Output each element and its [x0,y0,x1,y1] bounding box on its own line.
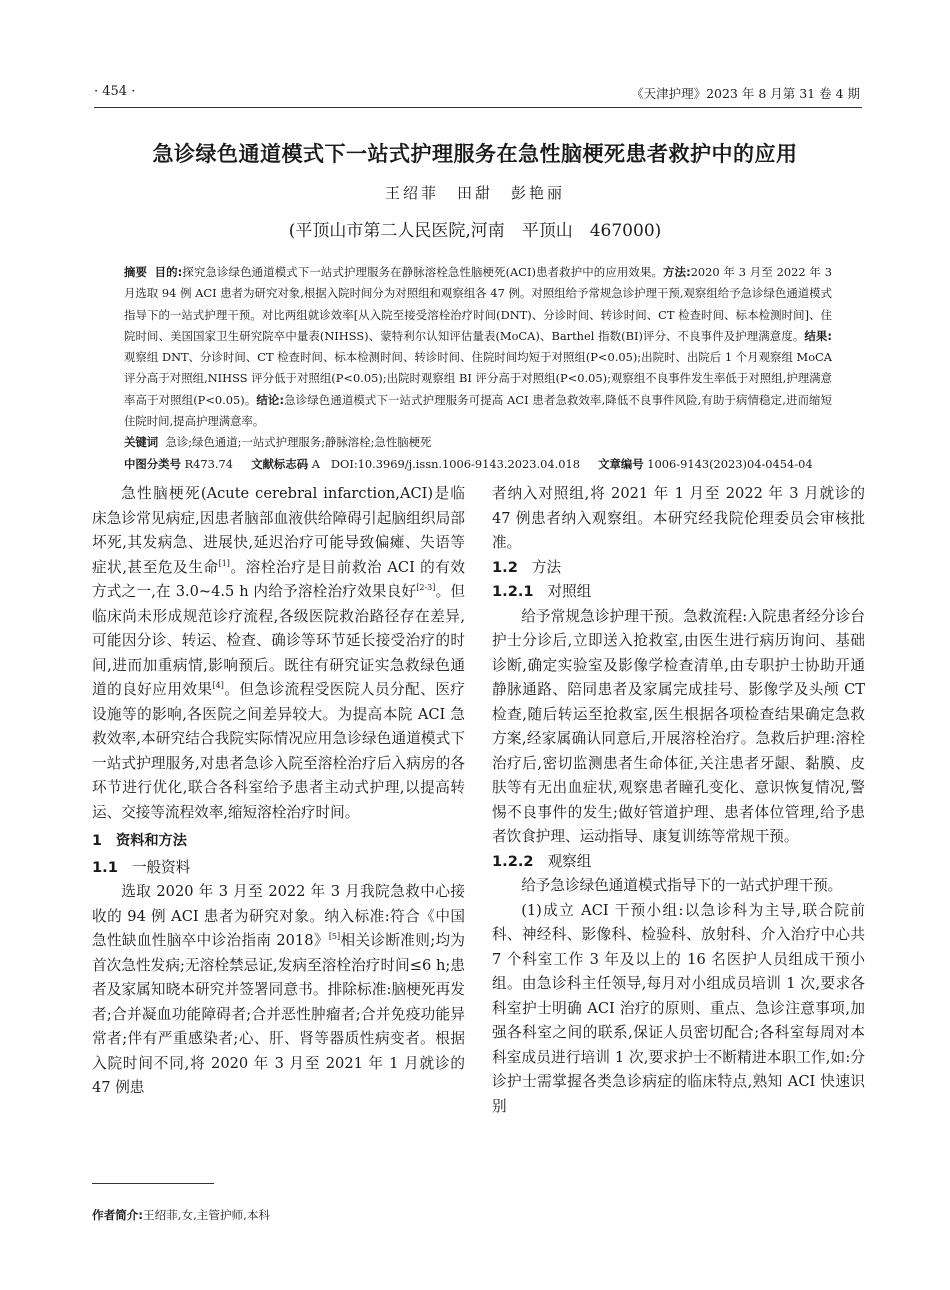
continued-paragraph: 者纳入对照组,将 2021 年 1 月至 2022 年 3 月就诊的 47 例患者纳入观察组。本研究经我院伦理委员会审核批准。 [492,485,865,551]
keywords-line [124,432,832,453]
abstract [124,262,832,475]
citation-ref: [2-3] [416,583,436,593]
section-heading: 1 资料和方法 [92,833,187,849]
classification-label: 中图分类号 [124,456,181,471]
subsection-heading [92,856,465,881]
classification-line [124,454,832,475]
subsection-title: 方法 [531,558,562,576]
citation-ref: [1] [218,558,230,568]
intro-paragraph [92,482,465,825]
doi: DOI:10.3969/j.issn.1006-9143.2023.04.018 [330,456,580,471]
subsubsection-number: 1.2.1 [492,583,534,600]
page-number: · 454 · [94,84,136,99]
article-no: 1006-9143(2023)04-0454-04 [647,456,813,471]
footnote-label: 作者简介: [92,1208,144,1222]
authors: 王绍菲 田甜 彭艳丽 [384,184,565,202]
classification-code: R473.74 [184,456,234,471]
general-paragraph [92,880,465,1101]
header-rule [94,107,862,108]
results-text: 观察组 DNT、分诊时间、CT 检查时间、标本检测时间、转诊时间、住院时间均短于对照组(P<0.05);出院时、出院后 1 个月观察组 MoCA 评分高于对照组,NIHSS 评分低于对照组(P<0.05);出院时观察组 BI 评分高于对照组(P<0.05);观察组不良事件发生率低于对照组,护理满意率高于对照组(P<0.05)。 [124,350,832,407]
article-title: 急诊绿色通道模式下一站式护理服务在急性脑梗死患者救护中的应用 [152,142,798,166]
control-paragraph: 给予常规急诊护理干预。急救流程:入院患者经分诊台护士分诊后,立即送入抢救室,由医生进行病历询问、基础诊断,确定实验室及影像学检查清单,由专职护士协助开通静脉通路、陪同患者及家属完成挂号、影像学及头颅 CT 检查,随后转运至抢救室,医生根据各项检查结果确定急救方案,经家属确认同意后,开展溶栓治疗。急救后护理:溶栓治疗后,密切监测患者生命体征,关注患者牙龈、黏膜、皮肤等有无出血症状,观察患者瞳孔变化、意识恢复情况,警惕不良事件的发生;做好管道护理、患者体位管理,给予患者饮食护理、运动指导、康复训练等常规干预。 [492,607,865,845]
doc-code: A [311,456,320,471]
intro-text-4: 。但急诊流程受医院人员分配、医疗设施等的影响,各医院之间差异较大。为提高本院 ACI 急救效率,本研究结合我院实际情况应用急诊绿色通道模式下一站式护理服务,对患者急诊入院至溶栓治疗后入病房的各环节进行优化,联合各科室给予患者主动式护理,以提高转运、交接等流程效率,缩短溶栓治疗时间。 [92,681,465,821]
journal-info: 《天津护理》2023 年 8 月第 31 卷 4 期 [631,86,860,101]
objective-label: 目的: [154,265,183,279]
methods-text: 2020 年 3 月至 2022 年 3 月选取 94 例 ACI 患者为研究对象,根据入院时间分为对照组和观察组各 47 例。对照组给予常规急诊护理干预,观察组给予急诊绿色通道模式指导下的一站式护理干预。对比两组就诊效率[从入院至接受溶栓治疗时间(DNT)、分诊时间、转诊时间、CT 检查时间、标本检测时间]、住院时间、美国国家卫生研究院卒中量表(NIHSS)、蒙特利尔认知评估量表(MoCA)、Barthel 指数(BI)评分、不良事件及护理满意度。 [124,265,832,343]
subsection-number: 1.2 [492,558,518,576]
objective-text: 探究急诊绿色通道模式下一站式护理服务在静脉溶栓急性脑梗死(ACI)患者救护中的应用效果。 [182,265,664,279]
keywords-label: 关键词 [124,435,159,450]
observation-paragraph: (1)成立 ACI 干预小组:以急诊科为主导,联合院前科、神经科、影像科、检验科、放射科、介入治疗中心共 7 个科室工作 3 年及以上的 16 名医护人员组成干预小组。由急诊科主任领导,每月对小组成员培训 1 次,要求各科室护士明确 ACI 治疗的原则、重点、急诊注意事项,加强各科室之间的联系,保证人员密切配合;各科室每周对本科室成员进行培训 1 次,要求护士不断精进本职工作,如:分诊护士需掌握各类急诊病症的临床特点,熟知 ACI 快速识别 [492,901,865,1115]
footnote-rule [92,1183,214,1184]
footnote-text: 王绍菲,女,主管护师,本科 [143,1208,271,1222]
doc-code-label: 文献标志码 [251,456,309,471]
results-label: 结果: [804,328,832,343]
affiliation: (平顶山市第二人民医院,河南 平顶山 467000) [288,221,662,241]
subsubsection-title: 对照组 [547,583,592,600]
general-text-1: 选取 2020 年 3 月至 2022 年 3 月我院急救中心接收的 94 例 ACI 患者为研究对象。纳入标准:符合《中国急性缺血性脑卒中诊治指南 2018》 [92,883,465,949]
right-column [492,482,865,1119]
conclusion-label: 结论: [256,392,285,407]
subsubsection-heading [492,580,865,605]
abstract-label: 摘要 [124,265,148,279]
intro-text-2: 。溶栓治疗是目前救治 ACI 的有效方式之一,在 3.0~4.5 h 内给予溶栓治疗效果良好 [92,558,466,600]
observation-intro: 给予急诊绿色通道模式指导下的一站式护理干预。 [521,877,843,894]
left-column [92,482,465,1101]
abstract-paragraph [124,262,832,432]
citation-ref: [5] [328,932,341,942]
subsection-number: 1.1 [92,858,118,876]
article-no-label: 文章编号 [598,456,644,471]
conclusion-text: 急诊绿色通道模式下一站式护理服务可提高 ACI 患者急救效率,降低不良事件风险,有助于病情稳定,进而缩短住院时间,提高护理满意率。 [124,392,832,429]
author-footnote [92,1207,270,1223]
general-text-2: 相关诊断准则;均为首次急性发病;无溶栓禁忌证,发病至溶栓治疗时间≤6 h;患者及家属知晓本研究并签署同意书。排除标准:脑梗死再发者;合并凝血功能障碍者;合并恶性肿瘤者;合并免疫功能异常者;伴有严重感染者;心、肝、肾等器质性病变者。根据入院时间不同,将 2020 年 3 月至 2021 年 1 月就诊的 47 例患 [92,932,466,1096]
subsection-heading [492,556,865,581]
citation-ref: [4] [212,681,224,691]
subsubsection-number: 1.2.2 [492,852,534,870]
subsection-title: 一般资料 [131,858,191,876]
methods-label: 方法: [663,265,691,279]
intro-text-3: 。但临床尚未形成规范诊疗流程,各级医院救治路径存在差异,可能因分诊、转运、检查、确诊等环节延长接受治疗的时间,进而加重病情,影响预后。既往有研究证实急救绿色通道的良好应用效果 [92,583,465,698]
intro-text-1: 急性脑梗死(Acute cerebral infarction,ACI)是临床急诊常见病症,因患者脑部血液供给障碍引起脑组织局部坏死,其发病急、进展快,延迟治疗可能导致偏瘫、失语等症状,甚至危及生命 [92,485,465,576]
subsubsection-heading [492,850,865,875]
subsubsection-title: 观察组 [547,852,592,870]
keywords: 急诊;绿色通道;一站式护理服务;静脉溶栓;急性脑梗死 [165,435,432,450]
